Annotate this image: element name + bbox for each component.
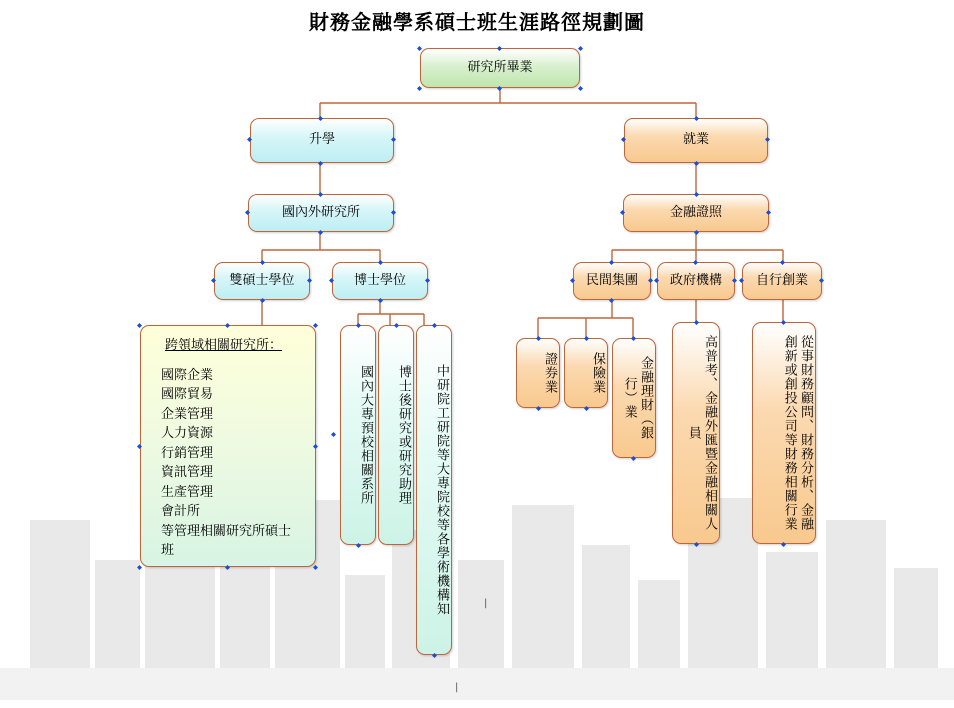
- list-item: 企業管理: [161, 406, 214, 422]
- node-employment[interactable]: 就業: [624, 118, 768, 163]
- list-item: 等管理相關研究所碩士班: [161, 523, 292, 558]
- node-securities[interactable]: 證券業: [516, 338, 560, 408]
- node-further-study[interactable]: 升學: [250, 118, 394, 163]
- node-startup-advisor[interactable]: 從事財務顧問、財務分析、金融創新或創投公司等財務相關行業: [752, 322, 816, 544]
- node-financial-license[interactable]: 金融證照: [623, 194, 769, 232]
- list-item: 國際企業: [161, 367, 214, 383]
- node-insurance[interactable]: 保險業: [564, 338, 608, 408]
- node-private-group[interactable]: 民間集團: [573, 262, 651, 300]
- node-domestic-overseas-grad[interactable]: 國內外研究所: [248, 194, 394, 232]
- list-item: 生產管理: [161, 484, 214, 500]
- node-academic-institutes[interactable]: 中研院工研院等大專院校等各學術機構知: [416, 325, 452, 655]
- page-title: 財務金融學系碩士班生涯路徑規劃圖: [309, 10, 645, 34]
- list-item: 行銷管理: [161, 445, 214, 461]
- node-exam-staff[interactable]: 高普考、金融外匯暨金融相關人員: [672, 322, 720, 544]
- list-item: 國際貿易: [161, 387, 214, 402]
- node-cross-domain-list[interactable]: [140, 325, 316, 567]
- node-self-employment[interactable]: 自行創業: [742, 262, 822, 300]
- cross-domain-items: [155, 366, 301, 561]
- node-domestic-college[interactable]: 國內大專預校相關系所: [340, 325, 376, 545]
- scroll-mark-upper: |: [484, 598, 488, 609]
- node-finance-management[interactable]: 金融理財（銀行）業: [612, 338, 656, 458]
- cross-domain-title: 跨領域相關研究所：: [165, 338, 283, 353]
- node-doctorate[interactable]: 博士學位: [332, 262, 428, 300]
- list-item: 人力資源: [161, 426, 214, 441]
- node-government-agency[interactable]: 政府機構: [657, 262, 735, 300]
- node-postdoc[interactable]: 博士後研究或研究助理: [378, 325, 414, 545]
- node-dual-master[interactable]: 雙碩士學位: [214, 262, 310, 300]
- list-item: 會計所: [161, 504, 201, 519]
- node-root[interactable]: 研究所畢業: [420, 48, 580, 88]
- list-item: 資訊管理: [161, 465, 214, 480]
- scroll-mark-lower: |: [455, 682, 459, 693]
